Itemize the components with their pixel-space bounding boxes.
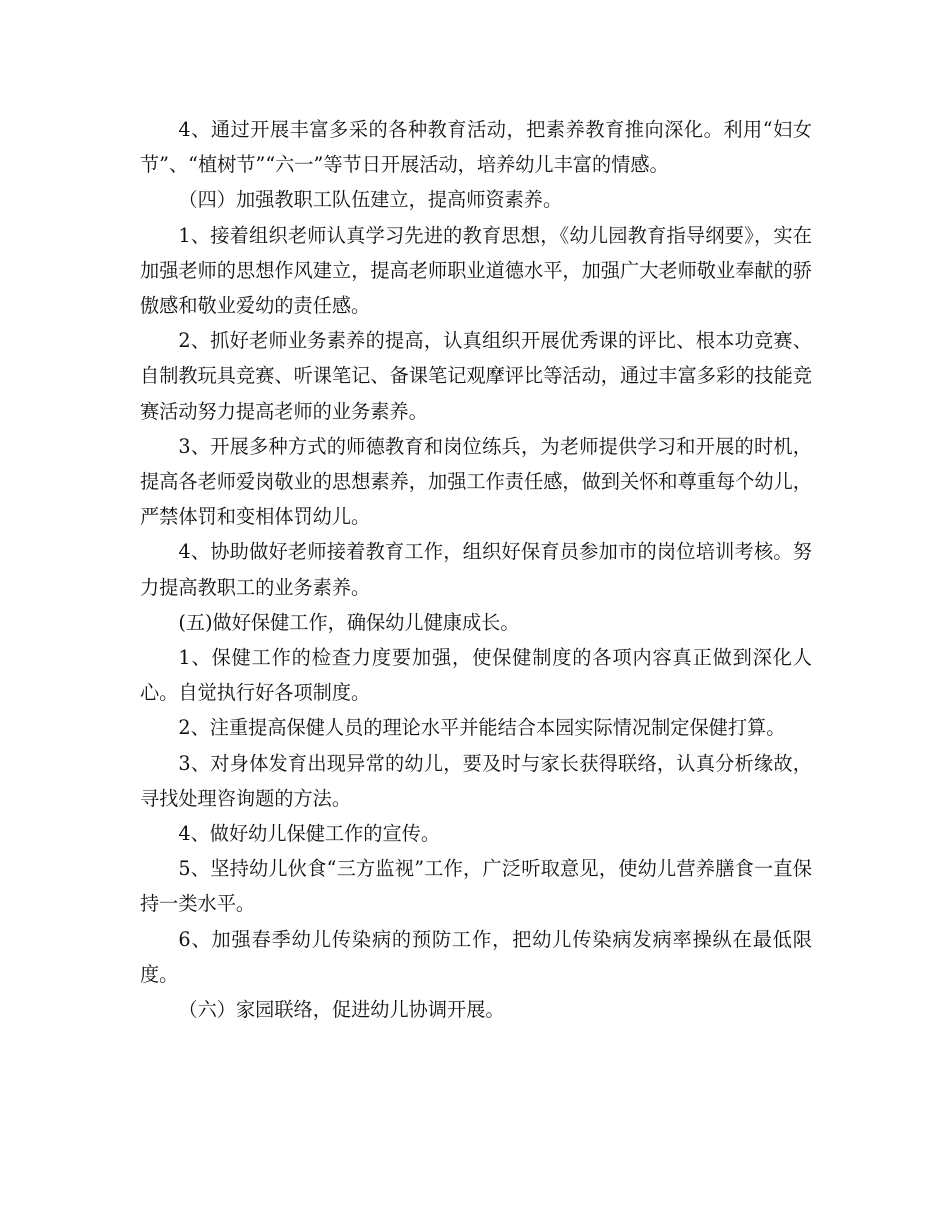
paragraph-item: 2、抓好老师业务素养的提高，认真组织开展优秀课的评比、根本功竞赛、自制教玩具竞赛、听课笔记、备课笔记观摩评比等活动，通过丰富多彩的技能竞赛活动努力提高老师的业务素养。 [140,329,812,423]
section-heading: （四）加强教职工队伍建立，提高师资素养。 [178,188,563,212]
paragraph-item: 1、接着组织老师认真学习先进的教育思想，《幼儿园教育指导纲要》，实在加强老师的思想作风建立，提高老师职业道德水平，加强广大老师敬业奉献的骄傲感和敬业爱幼的责任感。 [140,223,812,318]
paragraph-item: 5、坚持幼儿伙食“三方监视”工作，广泛听取意见，使幼儿营养膳食一直保持一类水平。 [140,857,812,916]
paragraph-item: 2、注重提高保健人员的理论水平并能结合本园实际情况制定保健打算。 [178,716,786,740]
section-heading: (五)做好保健工作，确保幼儿健康成长。 [178,610,520,634]
paragraph-item: 1、保健工作的检查力度要加强，使保健制度的各项内容真正做到深化人心。自觉执行好各项制度。 [140,646,812,705]
paragraph-item: 4、做好幼儿保健工作的宣传。 [178,822,441,846]
section-heading: （六）家园联络，促进幼儿协调开展。 [178,998,505,1022]
paragraph-item: 4、协助做好老师接着教育工作，组织好保育员参加市的岗位培训考核。努力提高教职工的业务素养。 [140,540,812,599]
document-body [140,112,812,1027]
paragraph-item: 3、开展多种方式的师德教育和岗位练兵，为老师提供学习和开展的时机，提高各老师爱岗敬业的思想素养，加强工作责任感，做到关怀和尊重每个幼儿，严禁体罚和变相体罚幼儿。 [140,434,812,529]
paragraph-item: 4、通过开展丰富多采的各种教育活动，把素养教育推向深化。利用“妇女节”、“植树节”“六一”等节日开展活动，培养幼儿丰富的情感。 [140,118,812,177]
paragraph-item: 6、加强春季幼儿传染病的预防工作，把幼儿传染病发病率操纵在最低限度。 [140,927,812,986]
paragraph-item: 3、对身体发育出现异常的幼儿，要及时与家长获得联络，认真分析缘故，寻找处理咨询题的方法。 [140,751,812,810]
